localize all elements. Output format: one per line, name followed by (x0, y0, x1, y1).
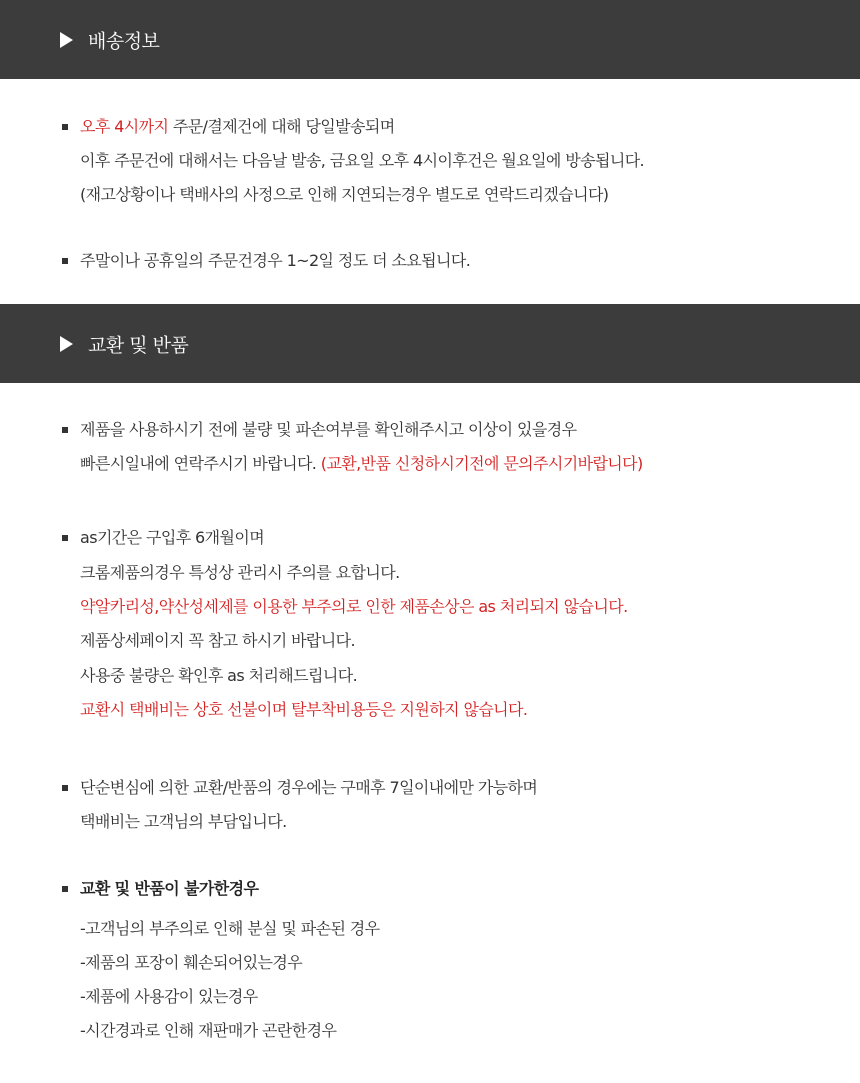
non-returnable-item: -제품에 사용감이 있는경우 (80, 987, 258, 1006)
exchange-section-title: 교환 및 반품 (88, 334, 189, 356)
detergent-warning-line: 약알카리성,약산성세제를 이용한 부주의로 인한 제품손상은 as 처리되지 않습니다. (80, 597, 628, 616)
bullet-square-icon (62, 785, 68, 791)
defect-as-line: 사용중 불량은 확인후 as 처리해드립니다. (80, 666, 358, 685)
shipping-section-title: 배송정보 (88, 30, 160, 52)
shipping-section-header (0, 0, 860, 79)
exchange-contact-text: 빠른시일내에 연락주시기 바랍니다. (80, 454, 321, 473)
change-of-mind-line: 단순변심에 의한 교환/반품의 경우에는 구매후 7일이내에만 가능하며 (80, 778, 538, 797)
detail-page-note-line: 제품상세페이지 꼭 참고 하시기 바랍니다. (80, 631, 355, 650)
bullet-square-icon (62, 886, 68, 892)
triangle-right-icon (60, 336, 73, 352)
shipping-line-1-rest: 주문/결제건에 대해 당일발송되며 (168, 117, 395, 136)
non-returnable-item: -제품의 포장이 훼손되어있는경우 (80, 953, 303, 972)
exchange-contact-highlight: (교환,반품 신청하시기전에 문의주시기바랍니다) (320, 454, 643, 473)
shipping-weekend-line: 주말이나 공휴일의 주문건경우 1~2일 정도 더 소요됩니다. (80, 251, 471, 270)
chrome-care-line: 크롬제품의경우 특성상 관리시 주의를 요합니다. (80, 563, 400, 582)
shipping-line-1 (80, 117, 395, 137)
triangle-right-icon (60, 32, 73, 48)
exchange-check-line-1: 제품을 사용하시기 전에 불량 및 파손여부를 확인해주시고 이상이 있을경우 (80, 420, 577, 439)
non-returnable-item: -시간경과로 인해 재판매가 곤란한경우 (80, 1021, 337, 1040)
as-period-line: as기간은 구입후 6개월이며 (80, 528, 265, 547)
bullet-square-icon (62, 258, 68, 264)
shipping-line-2: 이후 주문건에 대해서는 다음날 발송, 금요일 오후 4시이후건은 월요일에 방송됩니다. (80, 151, 645, 170)
exchange-section-header (0, 304, 860, 383)
shipping-cutoff-highlight: 오후 4시까지 (80, 117, 169, 136)
shipping-line-3: (재고상황이나 택배사의 사정으로 인해 지연되는경우 별도로 연락드리겠습니다) (80, 185, 609, 204)
bullet-square-icon (62, 535, 68, 541)
exchange-check-line-2 (80, 454, 643, 474)
customer-fee-line: 택배비는 고객님의 부담입니다. (80, 812, 287, 831)
non-returnable-heading: 교환 및 반품이 불가한경우 (80, 879, 259, 898)
shipping-fee-warning-line: 교환시 택배비는 상호 선불이며 탈부착비용등은 지원하지 않습니다. (80, 700, 528, 719)
non-returnable-item: -고객님의 부주의로 인해 분실 및 파손된 경우 (80, 919, 380, 938)
bullet-square-icon (62, 124, 68, 130)
bullet-square-icon (62, 427, 68, 433)
